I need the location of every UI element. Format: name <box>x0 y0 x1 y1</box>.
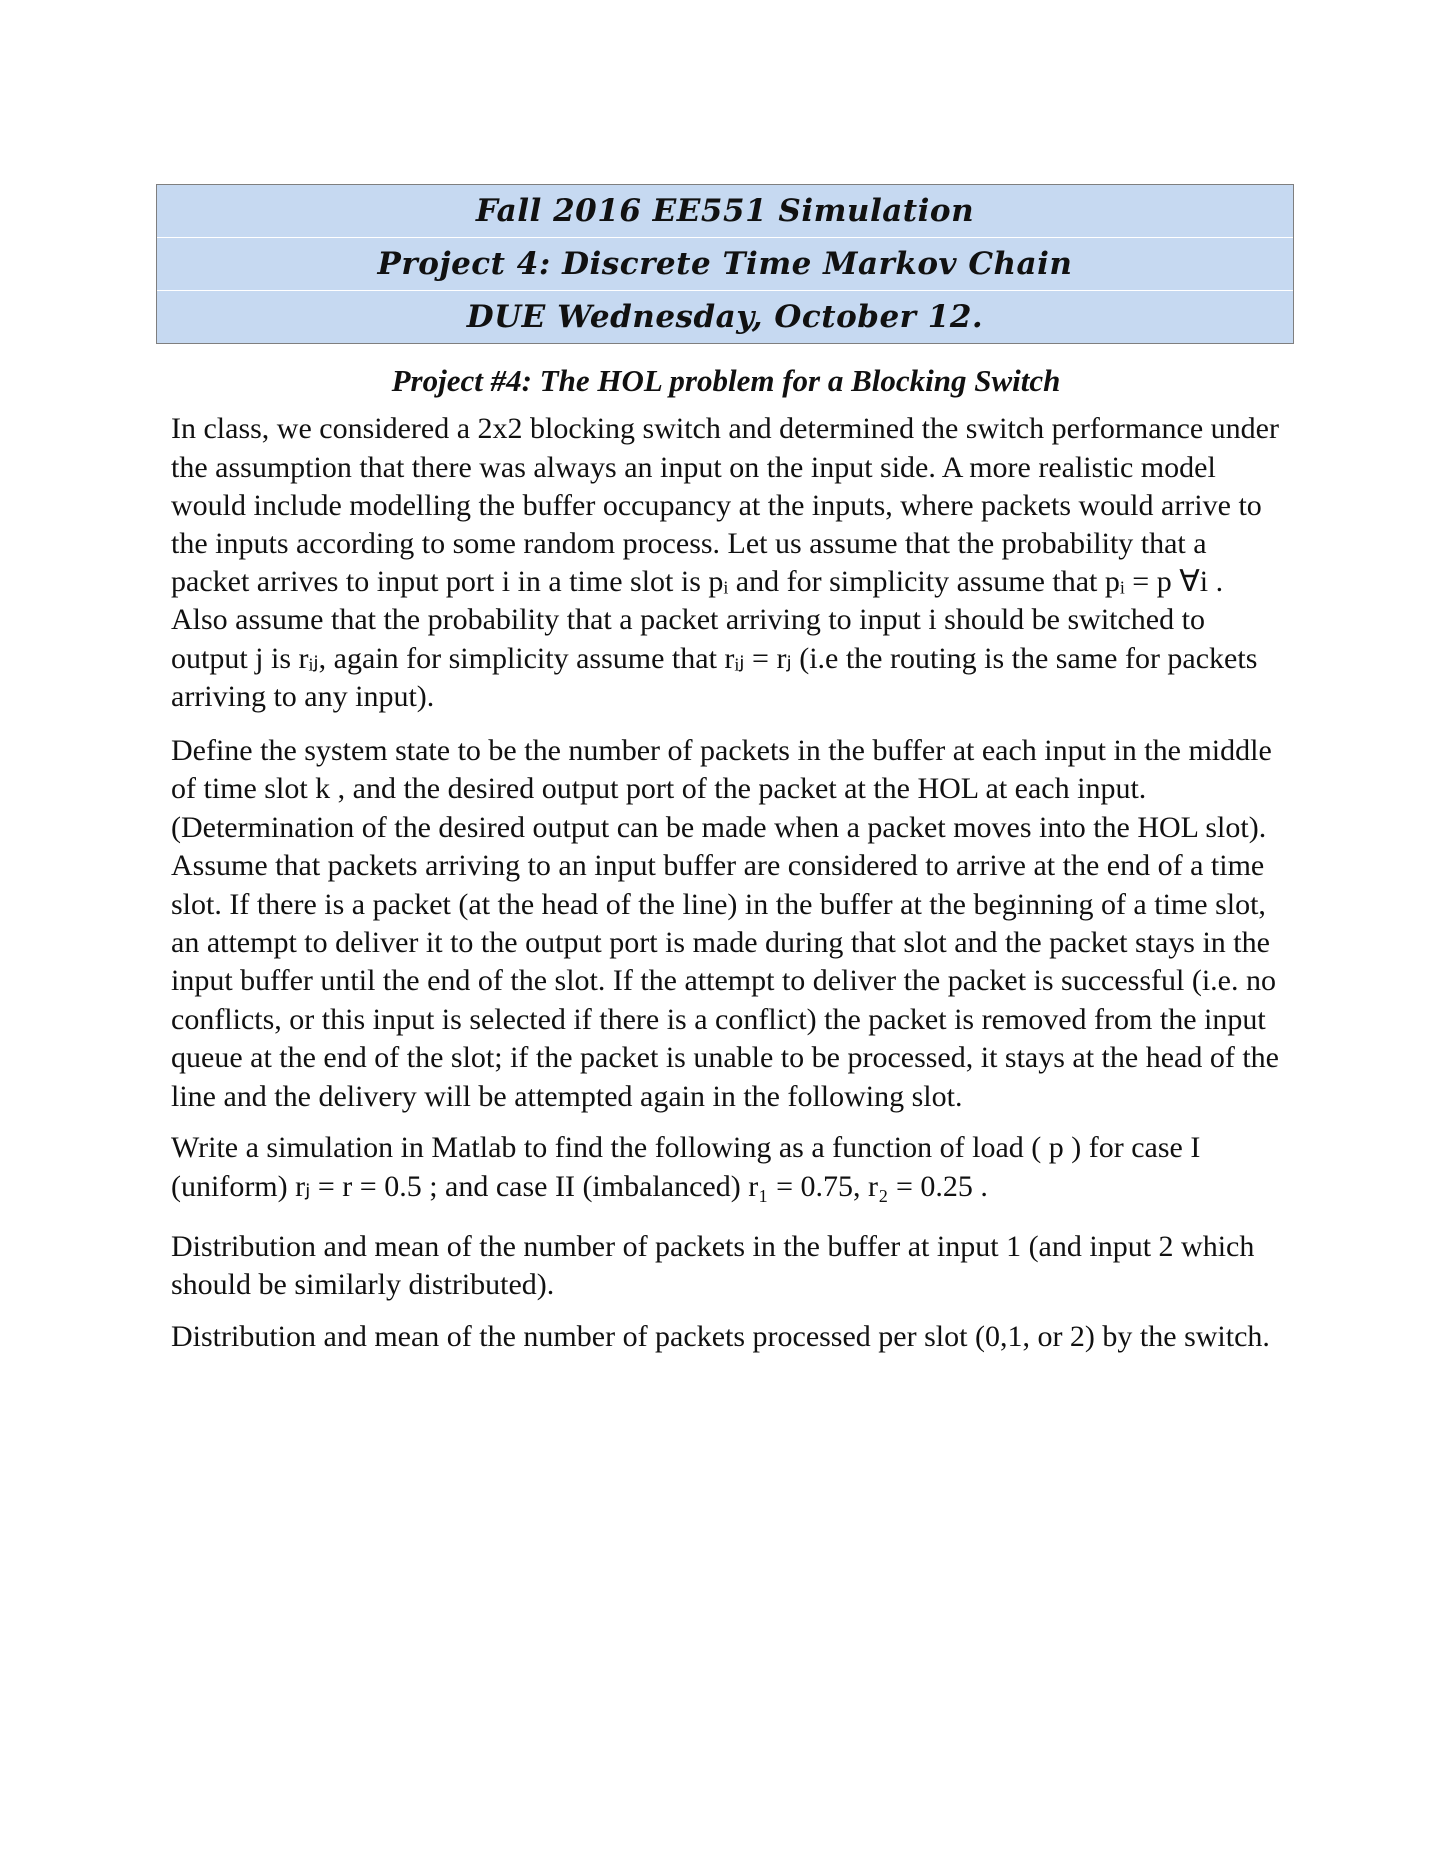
paragraph-simulation-task: Write a simulation in Matlab to find the following as a function of load ( p ) for case I (uniform) rⱼ = r = 0.5 ; and case II (imbalanced) r₁ = 0.75, r₂ = 0.25 . <box>171 1131 1201 1203</box>
due-date: DUE Wednesday, October 12. <box>466 299 984 335</box>
header-box <box>156 184 1294 344</box>
paragraph-intro: In class, we considered a 2x2 blocking switch and determined the switch performance under the assumption that there was always an input on the input side. A more realistic model would include modelling the buffer occupancy at the inputs, where packets would arrive to the inputs according to some random process. Let us assume that the probability that a packet arrives to input port i in a time slot is pᵢ and for simplicity assume that pᵢ = p ∀i . Also assume that the probability that a packet arriving to input i should be switched to output j is rᵢⱼ, again for simplicity assume that rᵢⱼ = rⱼ (i.e the routing is the same for packets arriving to any input). <box>171 412 1279 713</box>
paragraph-processed-distribution: Distribution and mean of the number of packets processed per slot (0,1, or 2) by the switch. <box>171 1319 1270 1353</box>
course-title: Fall 2016 EE551 Simulation <box>157 185 1293 238</box>
document-body <box>171 362 1281 1369</box>
project-title: Project 4: Discrete Time Markov Chain <box>157 238 1293 291</box>
paragraph-system-state: Define the system state to be the number of packets in the buffer at each input in the middle of time slot k , and the desired output port of the packet at the HOL at each input. (Determination of the desired output can be made when a packet moves into the HOL slot). Assume that packets arriving to an input buffer are considered to arrive at the end of a time slot. If there is a packet (at the head of the line) in the buffer at the beginning of a time slot, an attempt to deliver it to the output port is made during that slot and the packet stays in the input buffer until the end of the slot. If the attempt to deliver the packet is successful (i.e. no conflicts, or this input is selected if there is a conflict) the packet is removed from the input queue at the end of the slot; if the packet is unable to be processed, it stays at the head of the line and the delivery will be attempted again in the following slot. <box>171 734 1279 1113</box>
paragraph-buffer-distribution: Distribution and mean of the number of packets in the buffer at input 1 (and input 2 which should be similarly distributed). <box>171 1229 1255 1302</box>
section-title: Project #4: The HOL problem for a Blocking Switch <box>391 363 1061 398</box>
